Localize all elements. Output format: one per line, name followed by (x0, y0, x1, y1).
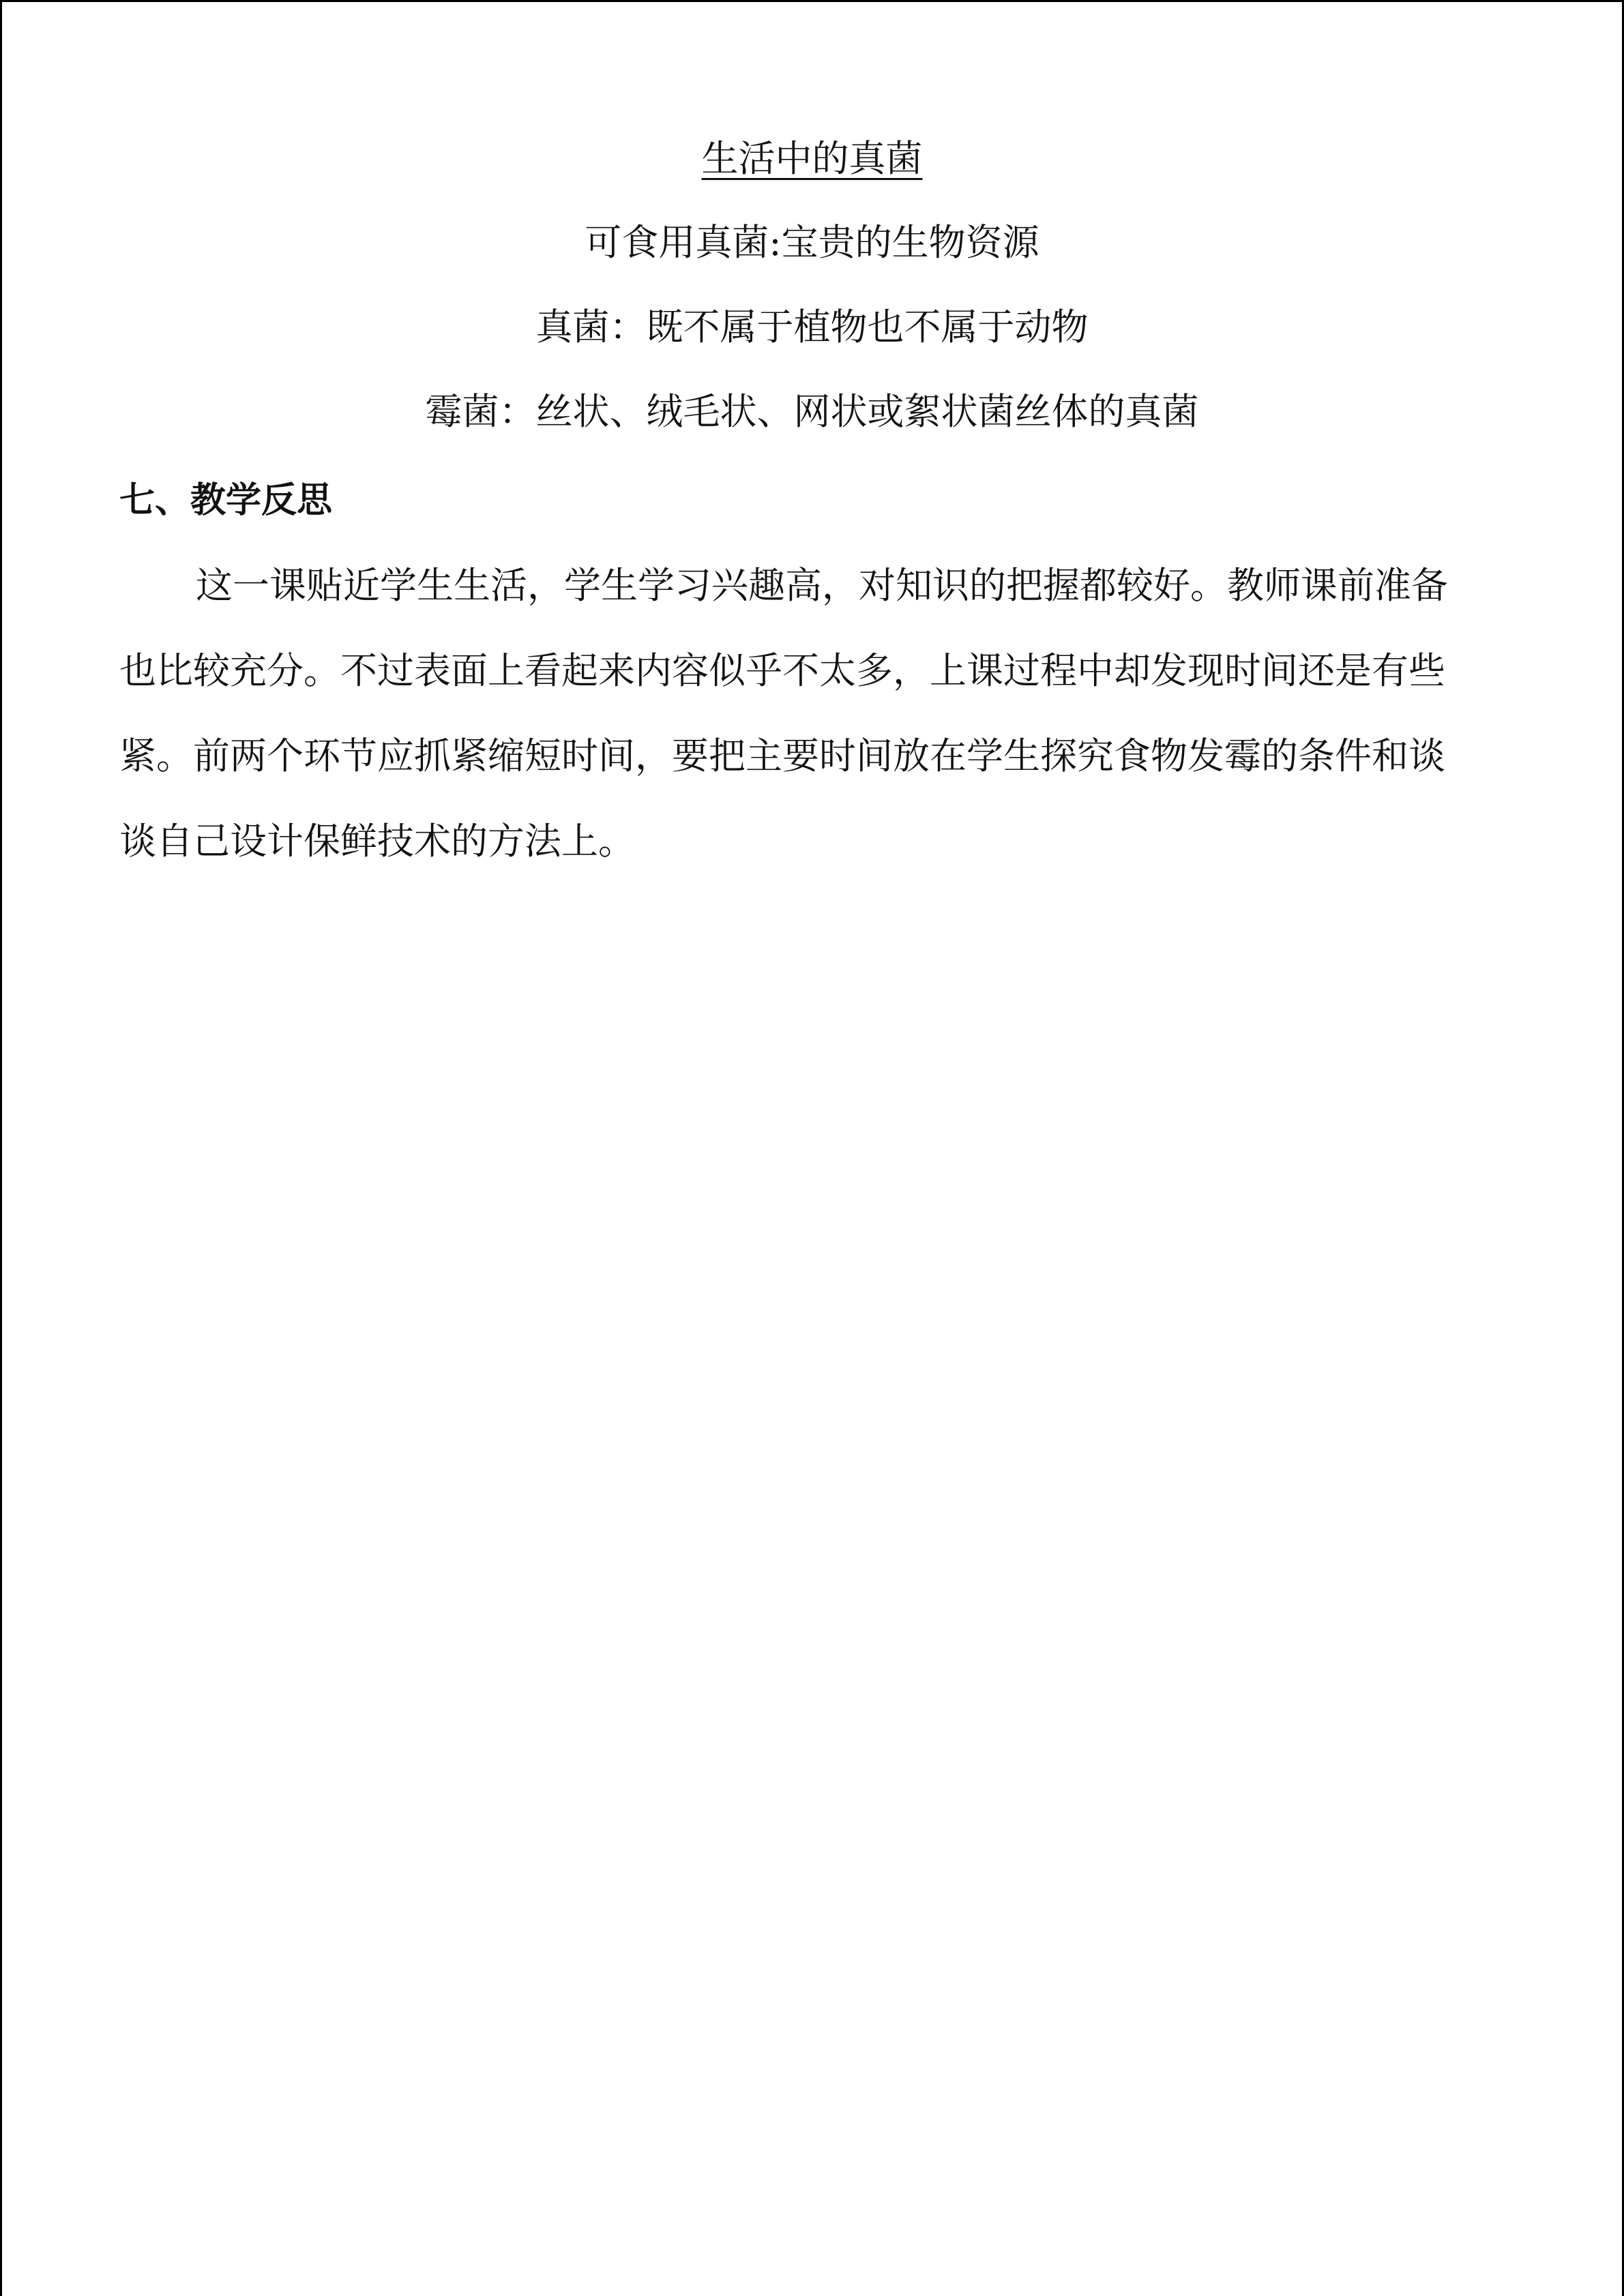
section-heading-reflection: 七、教学反思 (119, 480, 333, 521)
paragraph-line: 谈自己设计保鲜技术的方法上。 (119, 820, 635, 863)
paragraph-line: 也比较充分。不过表面上看起来内容似乎不太多，上课过程中却发现时间还是有些 (119, 649, 1445, 692)
subtitle-edible-fungi: 可食用真菌:宝贵的生物资源 (585, 221, 1039, 264)
page-title: 生活中的真菌 (701, 137, 923, 180)
paragraph-line: 这一课贴近学生生活，学生学习兴趣高，对知识的把握都较好。教师课前准备 (196, 564, 1448, 607)
subtitle-mold: 霉菌：丝状、绒毛状、网状或絮状菌丝体的真菌 (425, 390, 1199, 433)
paragraph-line: 紧。前两个环节应抓紧缩短时间，要把主要时间放在学生探究食物发霉的条件和谈 (119, 734, 1445, 777)
subtitle-fungi-kingdom: 真菌：既不属于植物也不属于动物 (535, 305, 1089, 348)
